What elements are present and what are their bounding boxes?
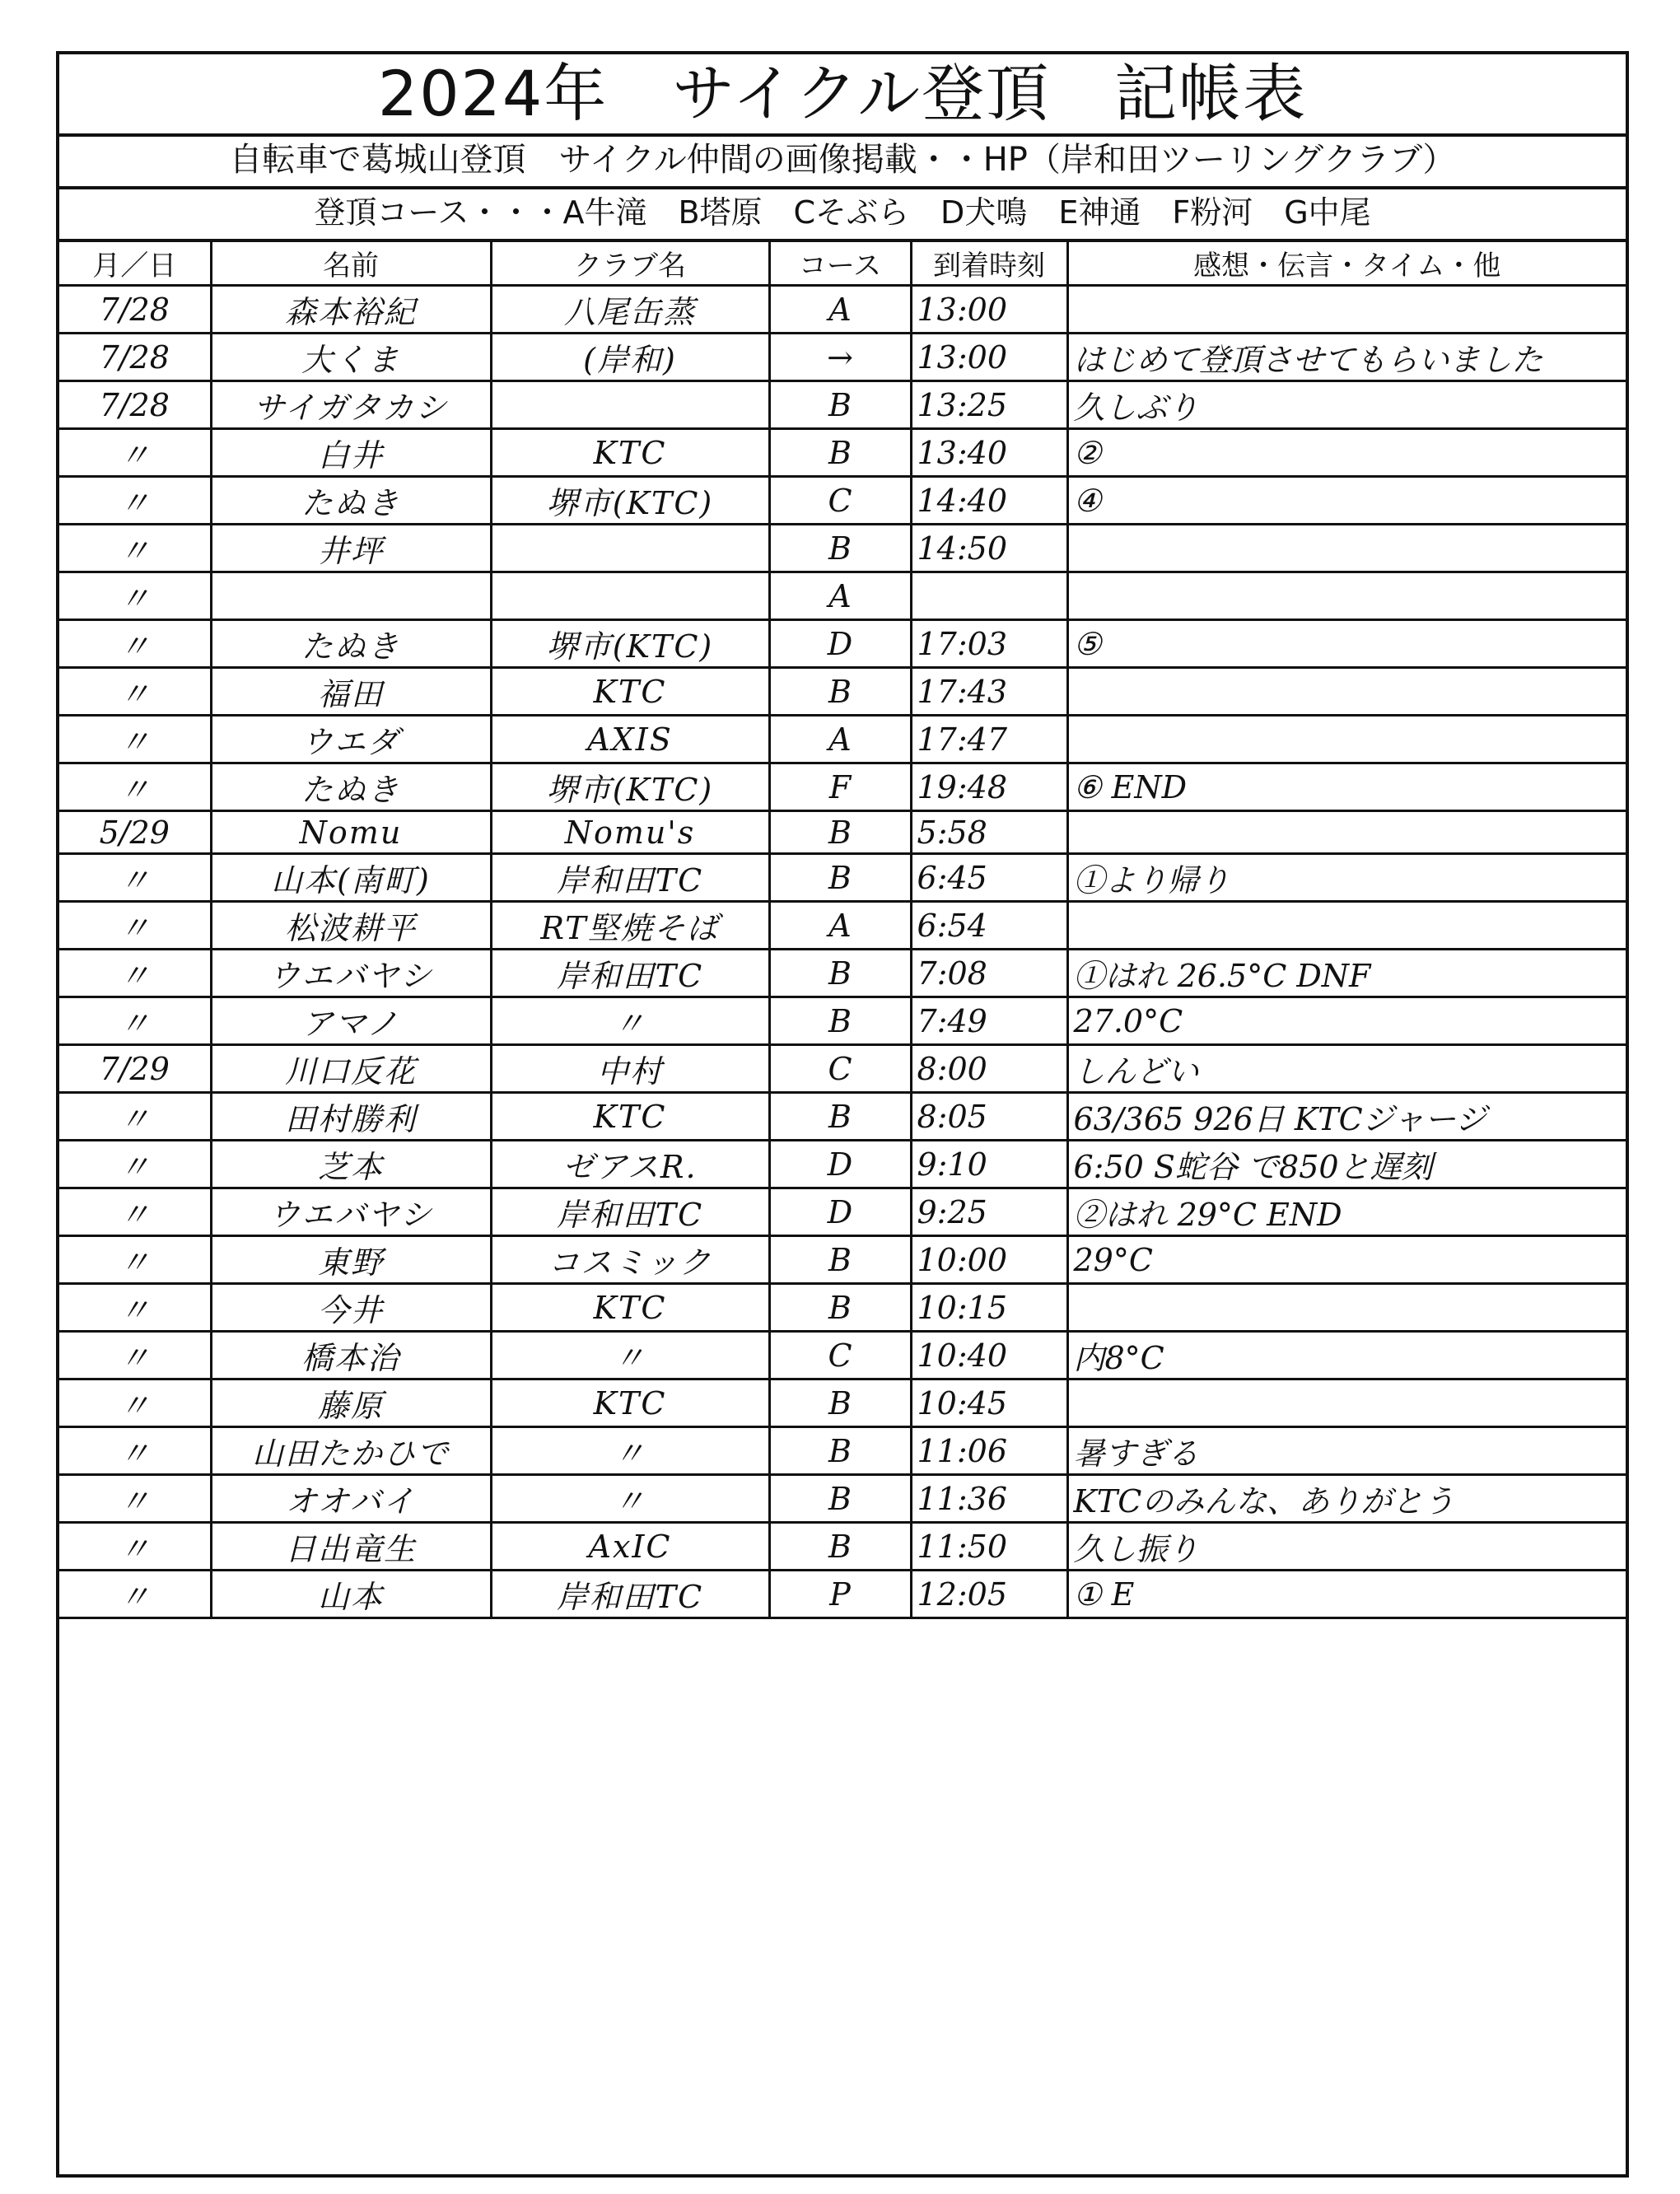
table-row xyxy=(59,1236,1626,1284)
entry-time: 11:50 xyxy=(911,1523,1067,1571)
entry-name: 東野 xyxy=(211,1236,491,1284)
entry-note: はじめて登頂させてもらいました xyxy=(1067,334,1626,381)
page-title: 2024年 サイクル登頂 記帳表 xyxy=(59,54,1626,137)
entry-note: 暑すぎる xyxy=(1067,1427,1626,1475)
entry-note: ① E xyxy=(1067,1571,1626,1618)
entry-name: 日出竜生 xyxy=(211,1523,491,1571)
entry-date: 7/28 xyxy=(59,334,211,381)
entry-date: 5/29 xyxy=(59,811,211,854)
table-row xyxy=(59,1523,1626,1571)
entry-date: 〃 xyxy=(59,1332,211,1379)
column-header-name: 名前 xyxy=(211,240,491,286)
entry-name: ウエバヤシ xyxy=(211,1188,491,1236)
entry-date: 〃 xyxy=(59,572,211,620)
entry-club: RT堅焼そば xyxy=(491,902,769,950)
entry-club: KTC xyxy=(491,668,769,716)
table-row xyxy=(59,477,1626,525)
table-row xyxy=(59,811,1626,854)
entry-note: 久し振り xyxy=(1067,1523,1626,1571)
entry-club: コスミック xyxy=(491,1236,769,1284)
entry-note: KTCのみんな、ありがとう xyxy=(1067,1475,1626,1523)
entry-name: ウエバヤシ xyxy=(211,950,491,997)
entry-name: 田村勝利 xyxy=(211,1093,491,1141)
entry-course: B xyxy=(769,668,911,716)
entry-date: 〃 xyxy=(59,1236,211,1284)
column-header-club: クラブ名 xyxy=(491,240,769,286)
entry-name: 森本裕紀 xyxy=(211,286,491,334)
entry-note: ② xyxy=(1067,429,1626,477)
entry-course: A xyxy=(769,572,911,620)
entry-club: KTC xyxy=(491,1093,769,1141)
entry-name: 山本(南町) xyxy=(211,854,491,902)
entry-note xyxy=(1067,811,1626,854)
entry-date: 〃 xyxy=(59,1523,211,1571)
entry-time: 19:48 xyxy=(911,763,1067,811)
table-row xyxy=(59,1332,1626,1379)
entry-time: 10:40 xyxy=(911,1332,1067,1379)
entry-date: 7/29 xyxy=(59,1045,211,1093)
entry-time: 11:06 xyxy=(911,1427,1067,1475)
entry-time xyxy=(911,572,1067,620)
entry-time: 13:40 xyxy=(911,429,1067,477)
entry-club: 堺市(KTC) xyxy=(491,620,769,668)
entry-date: 〃 xyxy=(59,763,211,811)
entry-date: 7/28 xyxy=(59,381,211,429)
entry-name: 川口反花 xyxy=(211,1045,491,1093)
entry-course: D xyxy=(769,620,911,668)
table-row xyxy=(59,1427,1626,1475)
entry-time: 7:08 xyxy=(911,950,1067,997)
table-row xyxy=(59,997,1626,1045)
entry-note xyxy=(1067,525,1626,572)
entry-time: 10:45 xyxy=(911,1379,1067,1427)
log-sheet xyxy=(56,51,1629,2178)
entry-course: B xyxy=(769,1236,911,1284)
entry-time: 10:15 xyxy=(911,1284,1067,1332)
entry-club: 岸和田TC xyxy=(491,1188,769,1236)
entry-note xyxy=(1067,716,1626,763)
entry-note xyxy=(1067,286,1626,334)
entry-name: 白井 xyxy=(211,429,491,477)
entry-time: 6:54 xyxy=(911,902,1067,950)
entry-note: ②はれ 29°C END xyxy=(1067,1188,1626,1236)
page-subtitle: 自転車で葛城山登頂 サイクル仲間の画像掲載・・HP（岸和田ツーリングクラブ） xyxy=(59,133,1626,189)
entry-time: 14:40 xyxy=(911,477,1067,525)
table-row xyxy=(59,1284,1626,1332)
entry-time: 13:00 xyxy=(911,334,1067,381)
entry-course: C xyxy=(769,1332,911,1379)
entry-name: 芝本 xyxy=(211,1141,491,1188)
entry-date: 〃 xyxy=(59,1284,211,1332)
entry-name: Nomu xyxy=(211,811,491,854)
entry-note: ④ xyxy=(1067,477,1626,525)
entry-note: 29°C xyxy=(1067,1236,1626,1284)
entry-name: 福田 xyxy=(211,668,491,716)
table-row xyxy=(59,334,1626,381)
table-row xyxy=(59,572,1626,620)
table-row xyxy=(59,286,1626,334)
entry-course: B xyxy=(769,997,911,1045)
entry-time: 13:00 xyxy=(911,286,1067,334)
entry-date: 〃 xyxy=(59,1475,211,1523)
entry-club xyxy=(491,572,769,620)
entry-name: たぬき xyxy=(211,477,491,525)
log-table-body xyxy=(59,286,1626,1618)
entry-date: 〃 xyxy=(59,950,211,997)
entry-course: A xyxy=(769,286,911,334)
entry-club: ゼアスR. xyxy=(491,1141,769,1188)
entry-club: KTC xyxy=(491,1284,769,1332)
entry-name: 橋本治 xyxy=(211,1332,491,1379)
entry-club: AXIS xyxy=(491,716,769,763)
entry-date: 〃 xyxy=(59,1188,211,1236)
entry-note: 27.0°C xyxy=(1067,997,1626,1045)
table-row xyxy=(59,1141,1626,1188)
entry-note xyxy=(1067,1284,1626,1332)
entry-note xyxy=(1067,1379,1626,1427)
entry-time: 7:49 xyxy=(911,997,1067,1045)
entry-name: 山本 xyxy=(211,1571,491,1618)
entry-date: 〃 xyxy=(59,668,211,716)
entry-time: 5:58 xyxy=(911,811,1067,854)
entry-name: 今井 xyxy=(211,1284,491,1332)
entry-note xyxy=(1067,902,1626,950)
entry-club: AxIC xyxy=(491,1523,769,1571)
entry-date: 〃 xyxy=(59,854,211,902)
entry-name: サイガタカシ xyxy=(211,381,491,429)
entry-course: D xyxy=(769,1141,911,1188)
entry-time: 12:05 xyxy=(911,1571,1067,1618)
table-row xyxy=(59,1475,1626,1523)
entry-club: 〃 xyxy=(491,1427,769,1475)
entry-date: 〃 xyxy=(59,1141,211,1188)
table-row xyxy=(59,668,1626,716)
entry-course: B xyxy=(769,1475,911,1523)
entry-course: B xyxy=(769,1427,911,1475)
entry-note: ⑥ END xyxy=(1067,763,1626,811)
entry-course: B xyxy=(769,811,911,854)
entry-club: 岸和田TC xyxy=(491,1571,769,1618)
entry-club: 中村 xyxy=(491,1045,769,1093)
entry-date: 〃 xyxy=(59,997,211,1045)
entry-club xyxy=(491,525,769,572)
entry-note xyxy=(1067,668,1626,716)
entry-course: F xyxy=(769,763,911,811)
entry-course: B xyxy=(769,525,911,572)
entry-note: ①はれ 26.5°C DNF xyxy=(1067,950,1626,997)
entry-time: 17:47 xyxy=(911,716,1067,763)
table-row xyxy=(59,763,1626,811)
entry-note: 内8°C xyxy=(1067,1332,1626,1379)
entry-club: KTC xyxy=(491,1379,769,1427)
table-row xyxy=(59,1093,1626,1141)
entry-date: 〃 xyxy=(59,429,211,477)
entry-date: 〃 xyxy=(59,716,211,763)
entry-time: 17:03 xyxy=(911,620,1067,668)
table-row xyxy=(59,1188,1626,1236)
entry-course: B xyxy=(769,1379,911,1427)
entry-name xyxy=(211,572,491,620)
table-row xyxy=(59,620,1626,668)
entry-name: たぬき xyxy=(211,763,491,811)
entry-club: 岸和田TC xyxy=(491,854,769,902)
entry-club: 〃 xyxy=(491,1475,769,1523)
table-row xyxy=(59,525,1626,572)
entry-date: 〃 xyxy=(59,620,211,668)
entry-club: 堺市(KTC) xyxy=(491,763,769,811)
entry-course: → xyxy=(769,334,911,381)
entry-date: 〃 xyxy=(59,525,211,572)
entry-course: B xyxy=(769,1523,911,1571)
entry-course: B xyxy=(769,381,911,429)
entry-time: 9:10 xyxy=(911,1141,1067,1188)
table-row xyxy=(59,950,1626,997)
entry-course: C xyxy=(769,477,911,525)
entry-club: 堺市(KTC) xyxy=(491,477,769,525)
entry-time: 8:00 xyxy=(911,1045,1067,1093)
entry-time: 8:05 xyxy=(911,1093,1067,1141)
entry-club: 〃 xyxy=(491,1332,769,1379)
table-row xyxy=(59,1045,1626,1093)
entry-name: 松波耕平 xyxy=(211,902,491,950)
table-row xyxy=(59,381,1626,429)
entry-time: 6:45 xyxy=(911,854,1067,902)
entry-name: 藤原 xyxy=(211,1379,491,1427)
entry-note: ⑤ xyxy=(1067,620,1626,668)
entry-club: 岸和田TC xyxy=(491,950,769,997)
entry-note xyxy=(1067,572,1626,620)
entry-course: B xyxy=(769,1093,911,1141)
entry-course: B xyxy=(769,854,911,902)
entry-date: 〃 xyxy=(59,1093,211,1141)
entry-date: 7/28 xyxy=(59,286,211,334)
entry-time: 13:25 xyxy=(911,381,1067,429)
entry-course: P xyxy=(769,1571,911,1618)
entry-date: 〃 xyxy=(59,1571,211,1618)
entry-name: アマノ xyxy=(211,997,491,1045)
entry-club: Nomu's xyxy=(491,811,769,854)
table-row xyxy=(59,854,1626,902)
entry-name: オオバイ xyxy=(211,1475,491,1523)
entry-time: 14:50 xyxy=(911,525,1067,572)
entry-note: 63/365 926日 KTCジャージ xyxy=(1067,1093,1626,1141)
entry-club: KTC xyxy=(491,429,769,477)
table-row xyxy=(59,1571,1626,1618)
entry-club: (岸和) xyxy=(491,334,769,381)
entry-club: 八尾缶蒸 xyxy=(491,286,769,334)
entry-time: 11:36 xyxy=(911,1475,1067,1523)
entry-course: C xyxy=(769,1045,911,1093)
table-row xyxy=(59,902,1626,950)
course-legend: 登頂コース・・・A牛滝 B塔原 Cそぶら D犬鳴 E神通 F粉河 G中尾 xyxy=(59,186,1626,242)
entry-date: 〃 xyxy=(59,1379,211,1427)
log-table-header xyxy=(59,240,1626,286)
entry-club: 〃 xyxy=(491,997,769,1045)
entry-course: D xyxy=(769,1188,911,1236)
entry-note: 6:50 S蛇谷 で850と遅刻 xyxy=(1067,1141,1626,1188)
entry-name: ウエダ xyxy=(211,716,491,763)
entry-note: 久しぶり xyxy=(1067,381,1626,429)
entry-course: B xyxy=(769,429,911,477)
entry-time: 9:25 xyxy=(911,1188,1067,1236)
entry-club xyxy=(491,381,769,429)
column-header-course: コース xyxy=(769,240,911,286)
log-table xyxy=(59,239,1626,1619)
column-header-time: 到着時刻 xyxy=(911,240,1067,286)
entry-note: ①より帰り xyxy=(1067,854,1626,902)
entry-course: B xyxy=(769,950,911,997)
entry-date: 〃 xyxy=(59,902,211,950)
entry-course: A xyxy=(769,716,911,763)
entry-time: 17:43 xyxy=(911,668,1067,716)
entry-date: 〃 xyxy=(59,1427,211,1475)
entry-note: しんどい xyxy=(1067,1045,1626,1093)
table-row xyxy=(59,429,1626,477)
column-header-note: 感想・伝言・タイム・他 xyxy=(1067,240,1626,286)
table-row xyxy=(59,716,1626,763)
entry-course: A xyxy=(769,902,911,950)
column-header-date: 月／日 xyxy=(59,240,211,286)
entry-date: 〃 xyxy=(59,477,211,525)
entry-name: 大くま xyxy=(211,334,491,381)
entry-time: 10:00 xyxy=(911,1236,1067,1284)
entry-name: 山田たかひで xyxy=(211,1427,491,1475)
entry-name: たぬき xyxy=(211,620,491,668)
entry-course: B xyxy=(769,1284,911,1332)
table-row xyxy=(59,1379,1626,1427)
entry-name: 井坪 xyxy=(211,525,491,572)
